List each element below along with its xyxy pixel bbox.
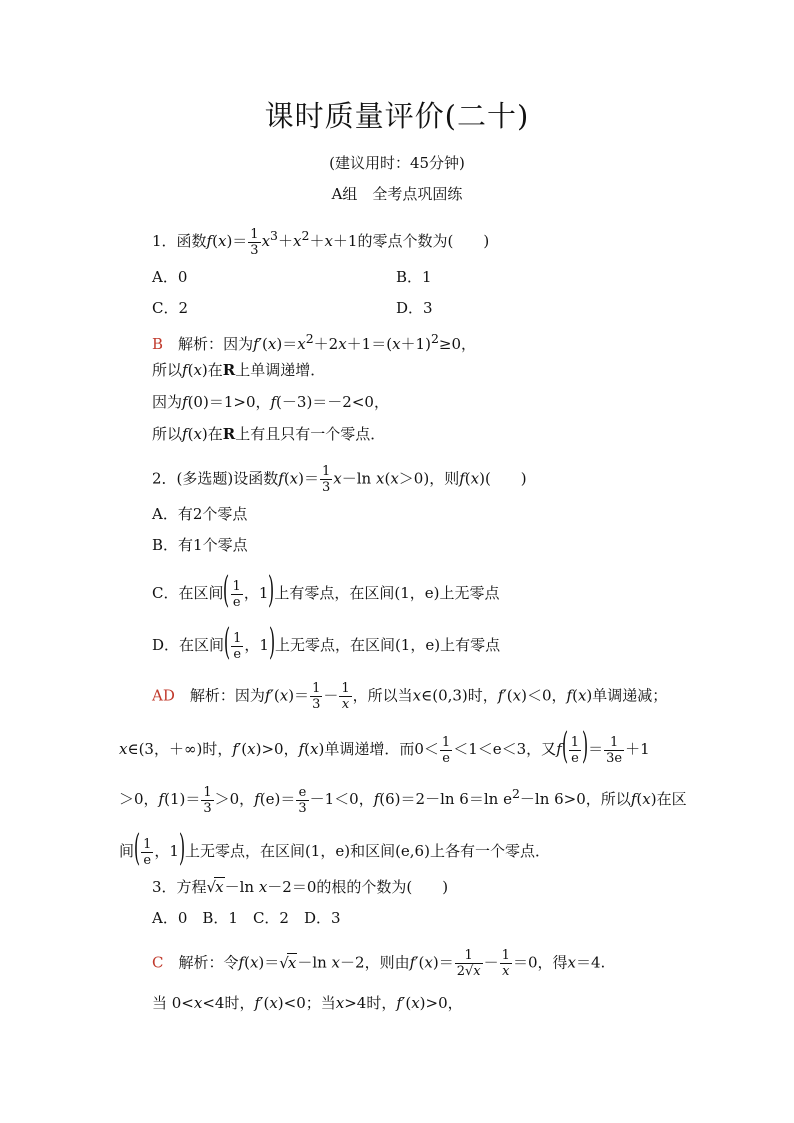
q2-solution-line-2: x∈(3，＋∞)时，f′(x)>0，f(x)单调递增．而0＜ $\frac{1}{e}$ ＜1＜e＜3，又f( $\frac{1}{e}$ )＝ $\frac{1}{3e}$ ＋1 [119, 726, 650, 767]
time-note: (建议用时：45分钟) [329, 154, 465, 172]
q1-solution-line-1: B 解析：因为$f'(x)=x^2+2x+1=(x+1)^2\ge 0$， [152, 331, 477, 353]
option-d: D．3 [396, 299, 433, 317]
q3-solution-line-1: C 解析：令f(x)＝√x－ln x－2，则由f′(x)＝ $\frac{1}{2√x}$ － $\frac{1}{x}$ ＝0，得x＝4. [152, 948, 606, 979]
q3-solution-line-2: 当 0<x<4时，f′(x)<0；当x>4时，f′(x)>0， [152, 994, 463, 1012]
q1-solution-line-2: 所以f(x)在R上单调递增． [152, 361, 326, 379]
q2-option-a: A．有2个零点 [152, 505, 248, 523]
answer-badge: AD [152, 686, 175, 705]
q2-solution-line-4: 间( $\frac{1}{e}$ ，1)上无零点，在区间(1，e)和区间(e,6)上各有一个零点． [119, 828, 550, 869]
q2-option-d: D．在区间( $\frac{1}{e}$ ，1)上无零点，在区间(1，e)上有零点 [152, 622, 501, 663]
q2-solution-line-1: AD 解析：因为f′(x)＝ $\frac{1}{3}$ － $\frac{1}{x}$ ，所以当x∈(0,3)时，f′(x)＜0，f(x)单调递减； [152, 681, 668, 712]
option-a: A．0 [152, 268, 188, 286]
question-2-stem: 2．(多选题)设函数f(x)＝ $\frac{1}{3}$ x－ln x(x＞0)，则f(x)( ) [152, 464, 527, 495]
question-3-stem: 3．方程√x－ln x－2＝0的根的个数为( ) [152, 878, 449, 896]
q2-solution-line-3: ＞0，f(1)＝ $\frac{1}{3}$ ＞0，f(e)＝ $\frac{e}{3}$ －1＜0，f(6)＝2－ln 6＝ln $e^2-\ln$ 6>0，所以f(x)在区 [119, 784, 687, 816]
q2-option-c: C．在区间( $\frac{1}{e}$ ，1)上有零点，在区间(1，e)上无零点 [152, 570, 500, 611]
answer-badge: C [152, 953, 164, 972]
page-title: 课时质量评价(二十) [264, 99, 530, 133]
option-b: B．1 [396, 268, 432, 286]
option-c: C．2 [152, 299, 189, 317]
q1-solution-line-4: 所以f(x)在R上有且只有一个零点． [152, 425, 386, 443]
q2-option-b: B．有1个零点 [152, 536, 248, 554]
q3-options: A．0 B．1 C．2 D．3 [152, 909, 341, 927]
question-1-stem: 1．函数f(x)＝ $\frac{1}{3}$ $x^3+x^2+x+1$的零点个数为( ) [152, 226, 490, 258]
q1-solution-line-3: 因为f(0)＝1>0，f(－3)＝－2<0， [152, 393, 389, 411]
group-heading: A组 全考点巩固练 [331, 185, 463, 203]
answer-badge: B [152, 335, 164, 353]
